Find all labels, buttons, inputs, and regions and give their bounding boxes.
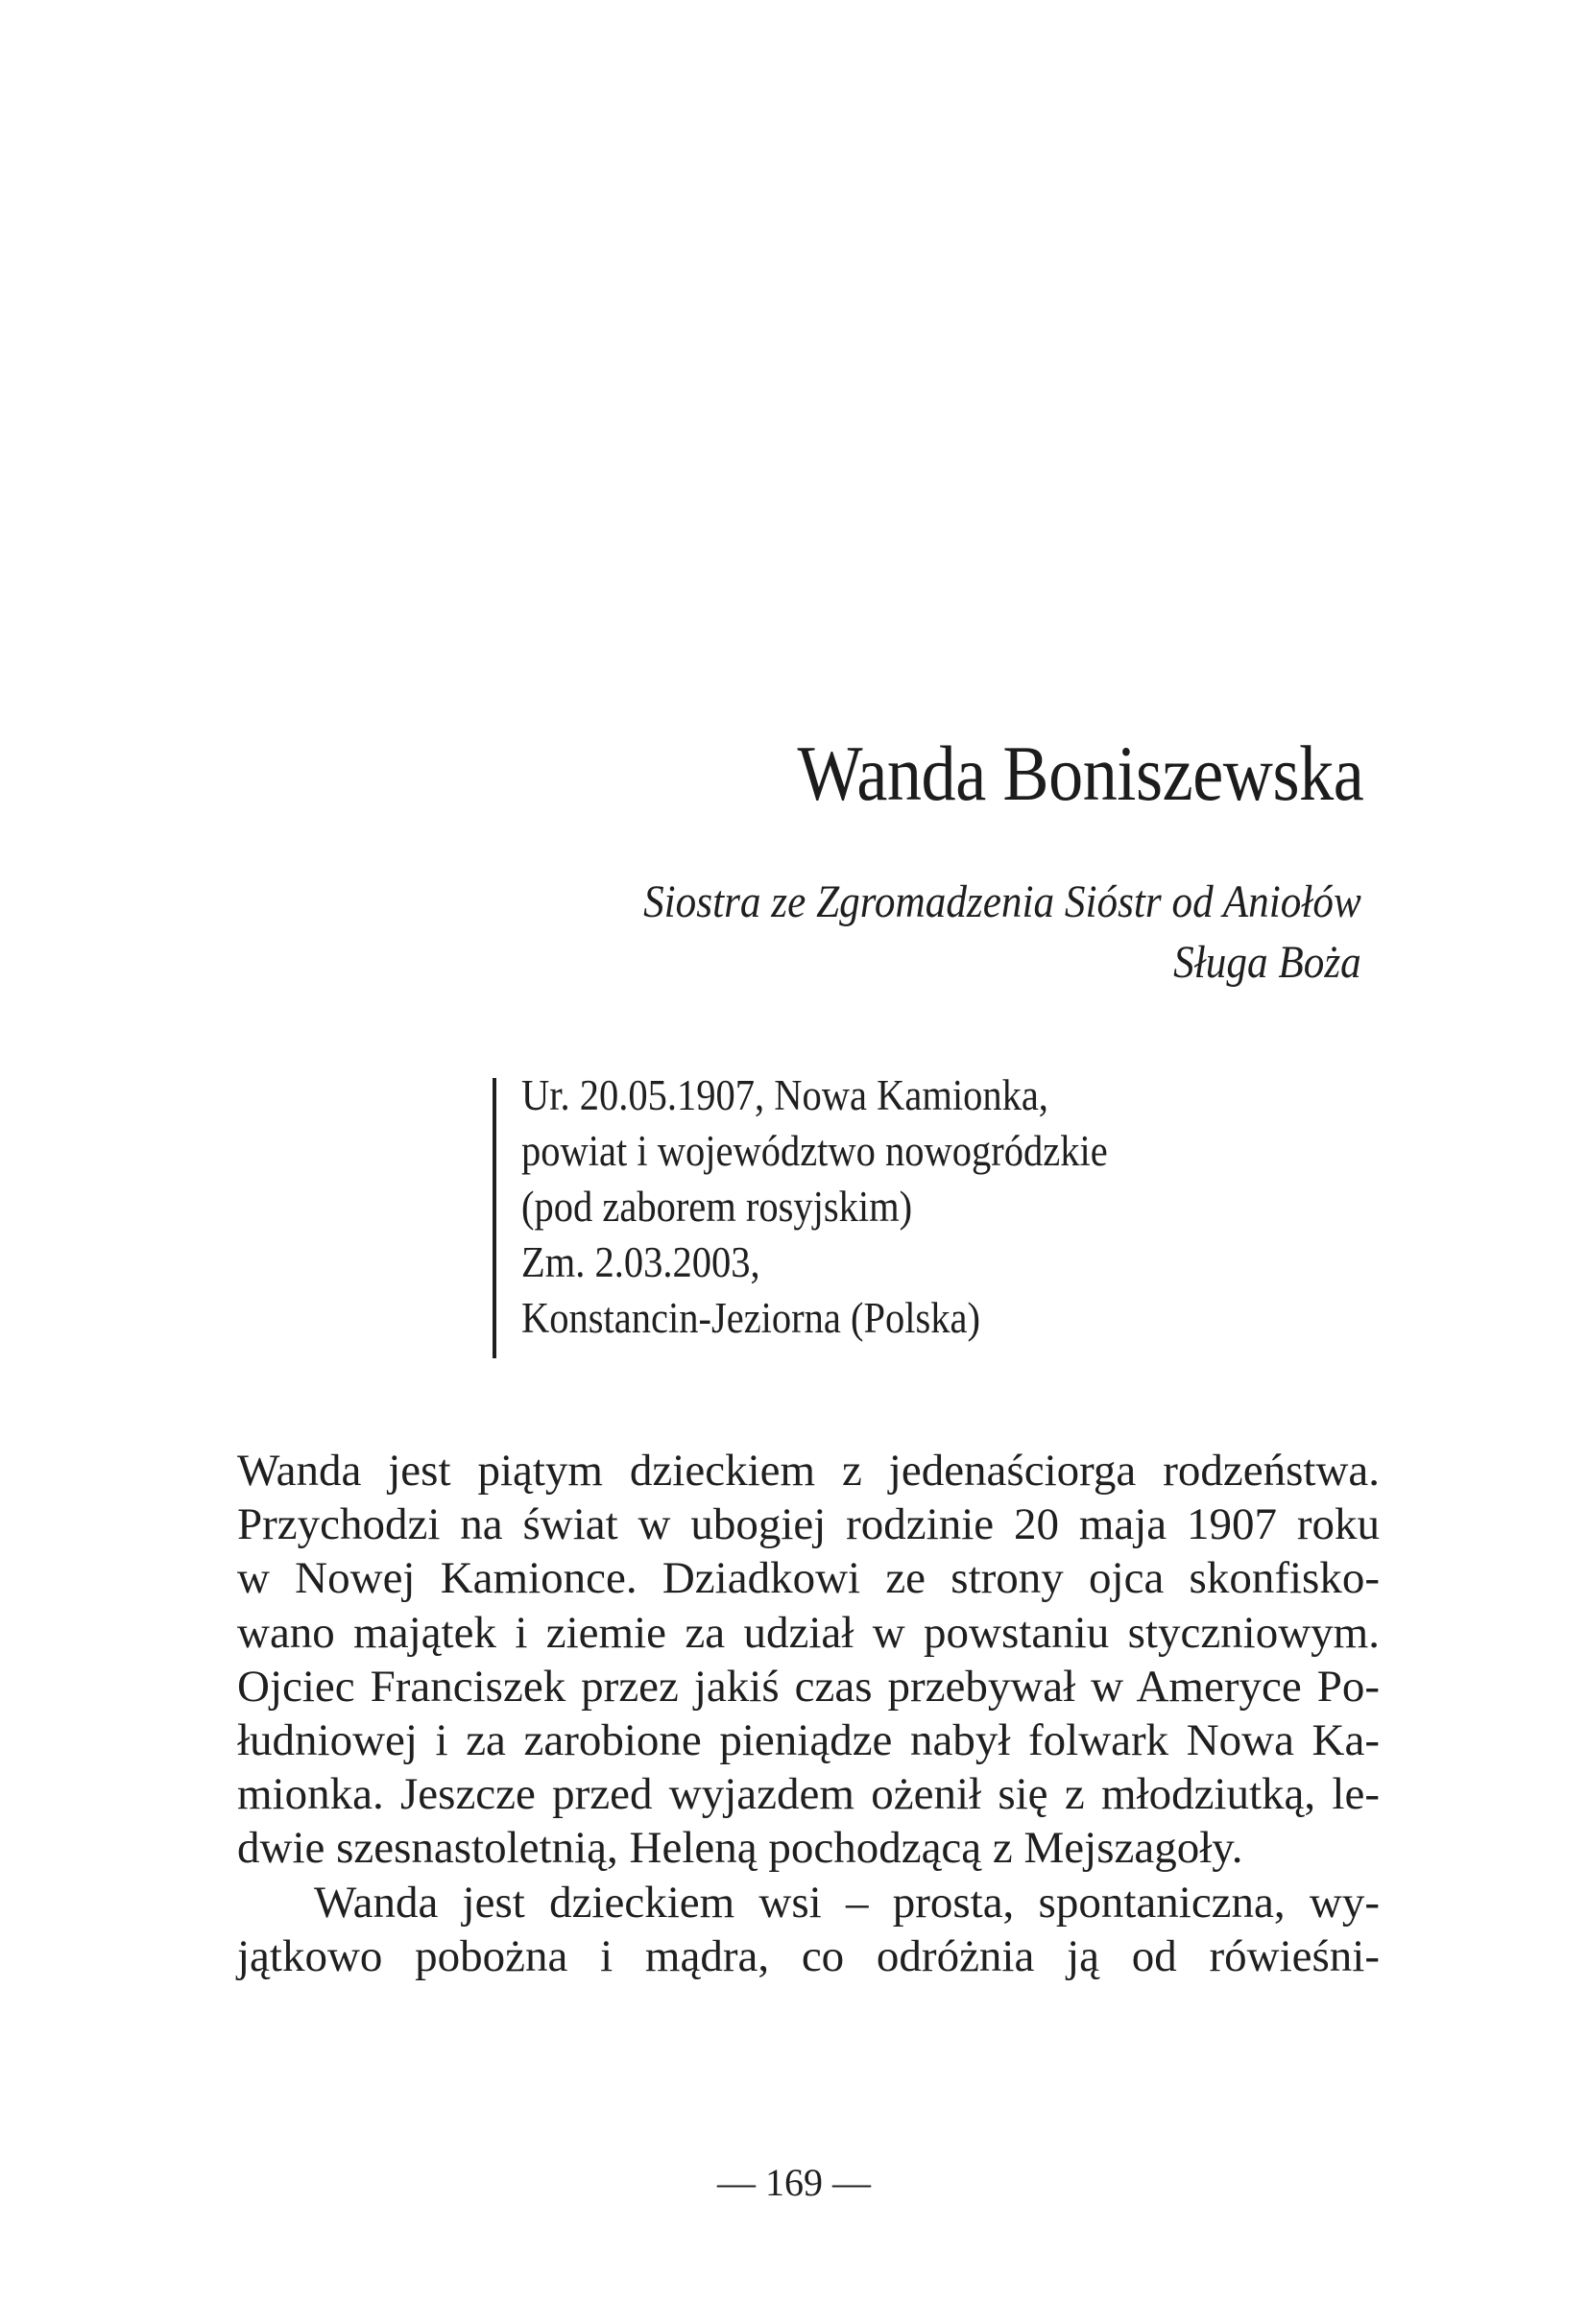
page-title: Wanda Boniszewska — [797, 730, 1363, 817]
info-line: Ur. 20.05.1907, Nowa Kamionka, — [521, 1071, 1048, 1119]
body-line — [237, 1497, 1380, 1551]
info-line: Konstancin-Jeziorna (Polska) — [521, 1294, 980, 1342]
body-line — [237, 1767, 1380, 1821]
body-line — [237, 1660, 1380, 1713]
subtitle-line: Siostra ze Zgromadzenia Sióstr od Aniołów — [643, 876, 1361, 927]
body-line — [237, 1713, 1380, 1767]
body-line-text: mionka. Jeszcze przed wyjazdem ożenił się z młodziutką, le- — [237, 1769, 1380, 1820]
body-line-text: Przychodzi na świat w ubogiej rodzinie 20 maja 1907 roku — [237, 1499, 1380, 1550]
subtitle-line: Sługa Boża — [1173, 937, 1361, 988]
body-line-text: dwie szesnastoletnią, Heleną pochodzącą z Mejszagoły. — [237, 1823, 1243, 1874]
info-line: (pod zaborem rosyjskim) — [521, 1183, 913, 1231]
body-line — [237, 1929, 1380, 1983]
body-line-text: łudniowej i za zarobione pieniądze nabył folwark Nowa Ka- — [237, 1714, 1380, 1765]
info-line: powiat i województwo nowogródzkie — [521, 1127, 1108, 1175]
body-line — [237, 1876, 1380, 1929]
body-line — [237, 1444, 1380, 1497]
body-line-text: Wanda jest dzieckiem wsi – prosta, spontaniczna, wy- — [314, 1877, 1380, 1928]
body-line-text: wano majątek i ziemie za udział w powstaniu styczniowym. — [237, 1607, 1380, 1658]
body-line-text: jątkowo pobożna i mądra, co odróżnia ją od rówieśni- — [237, 1930, 1380, 1981]
body-text — [237, 1444, 1380, 1983]
body-line-text: Wanda jest piątym dzieckiem z jedenaściorga rodzeństwa. — [237, 1446, 1380, 1496]
body-line — [237, 1606, 1380, 1660]
page-number: — 169 — — [717, 2161, 871, 2204]
body-line — [237, 1821, 1380, 1875]
info-lines — [521, 1067, 1108, 1346]
vertical-rule — [493, 1078, 496, 1358]
body-line-text: Ojciec Franciszek przez jakiś czas przebywał w Ameryce Po- — [237, 1661, 1380, 1712]
subtitle — [643, 872, 1361, 993]
info-line: Zm. 2.03.2003, — [521, 1238, 760, 1286]
body-line — [237, 1551, 1380, 1605]
body-line-text: w Nowej Kamionce. Dziadkowi ze strony ojca skonfisko- — [237, 1553, 1380, 1604]
